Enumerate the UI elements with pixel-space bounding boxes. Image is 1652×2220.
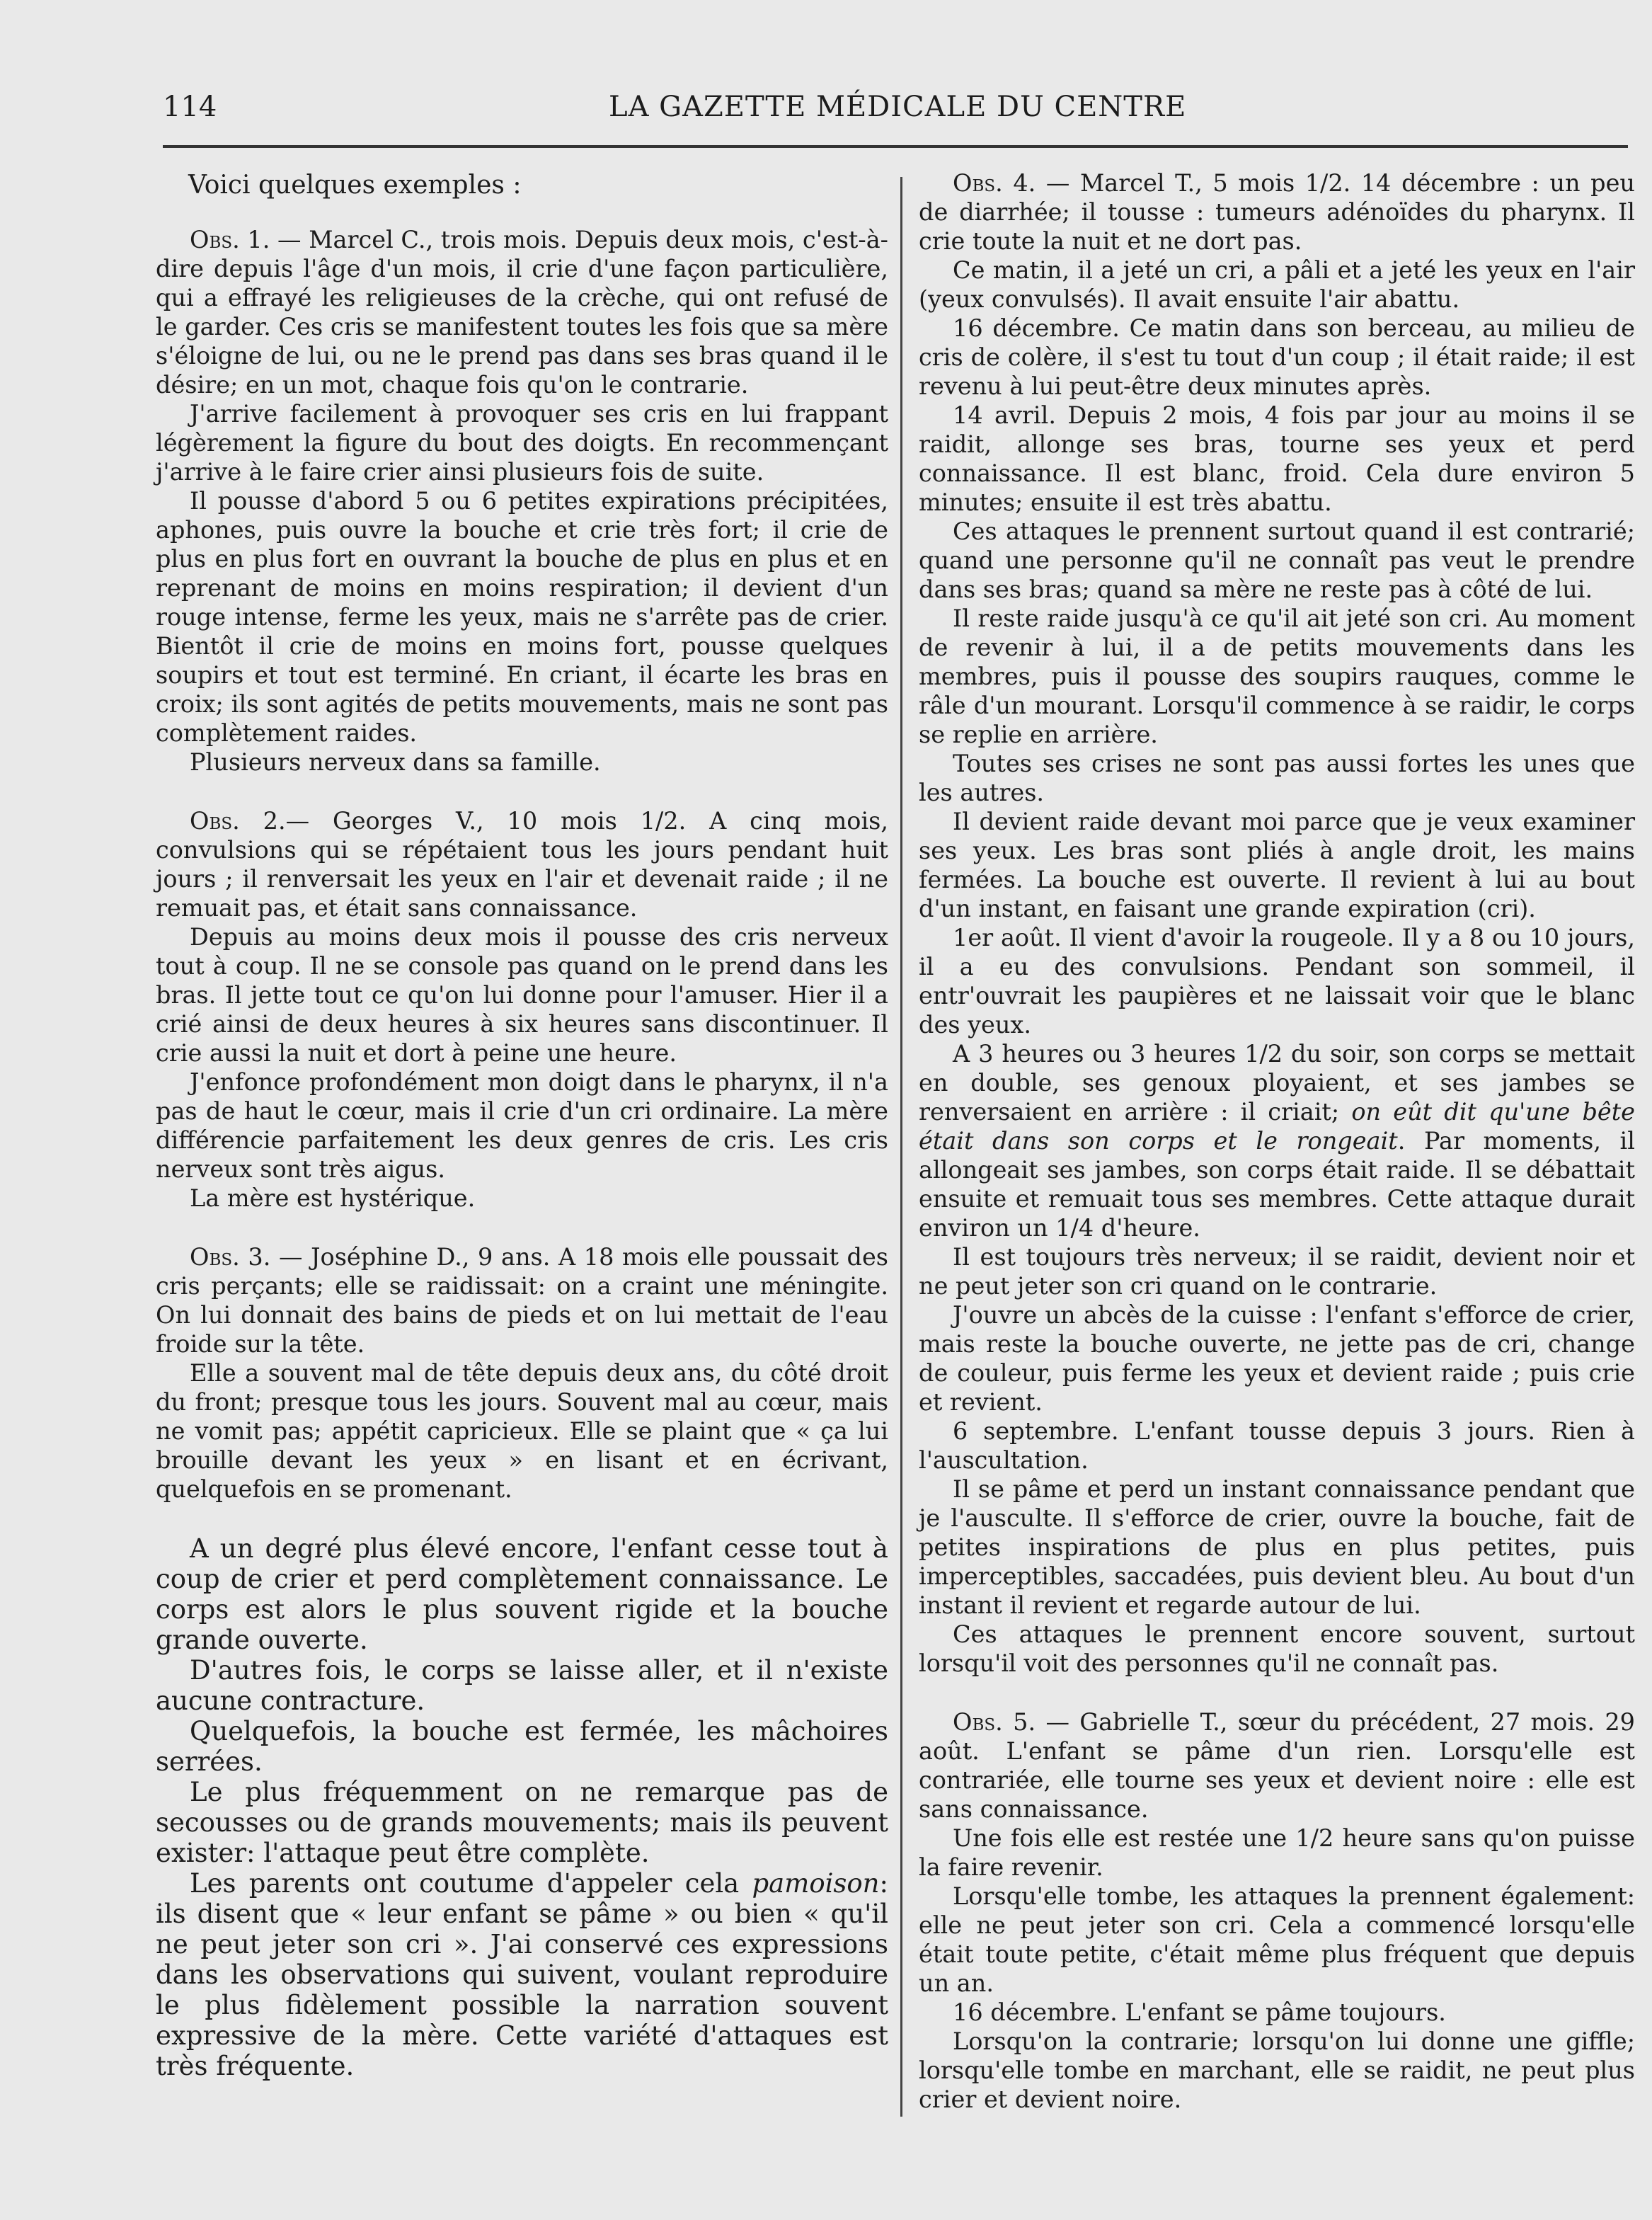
italic-text: pamoison xyxy=(752,1868,880,1899)
paragraph-text: Il se pâme et perd un instant connaissance pendant que je l'ausculte. Il s'efforce de crier, ouvre la bouche, fait de petites inspirations de plus en plus petites, puis imperceptibles, saccadées, puis devient bleu. Au bout d'un instant il revient et regarde autour de lui. xyxy=(919,1475,1635,1619)
paragraph xyxy=(919,1417,1635,1475)
paragraph-text: Depuis au moins deux mois il pousse des cris nerveux tout à coup. Il ne se console pas quand on le prend dans les bras. Il jette tout ce qu'on lui donne pour l'amuser. Hier il a crié ainsi de deux heures à six heures sans discontinuer. Il crie aussi la nuit et dort à peine une heure. xyxy=(156,923,888,1067)
paragraph xyxy=(919,604,1635,749)
paragraph-text: Voici quelques exemples : xyxy=(188,171,522,200)
paragraph-text: Il reste raide jusqu'à ce qu'il ait jeté son cri. Au moment de revenir à lui, il a de petits mouvements dans les membres, puis il pousse des soupirs rauques, comme le râle d'un mourant. Lorsqu'il commence à se raidir, le corps se replie en arrière. xyxy=(919,605,1635,748)
paragraph xyxy=(919,168,1635,256)
left-column xyxy=(156,168,888,2081)
running-header xyxy=(163,91,1489,133)
journal-title: LA GAZETTE MÉDICALE DU CENTRE xyxy=(609,91,1187,123)
right-column xyxy=(919,168,1635,2114)
paragraph xyxy=(156,1655,888,1716)
paragraph-text: Ces attaques le prennent encore souvent, surtout lorsqu'il voit des personnes qu'il ne connaît pas. xyxy=(919,1620,1635,1677)
observation-label: Obs. 1. xyxy=(190,226,270,253)
paragraph-text: Lorsqu'on la contrarie; lorsqu'on lui donne une giffle; lorsqu'elle tombe en marchant, elle se raidit, ne peut plus crier et devient noire. xyxy=(919,2027,1635,2113)
paragraph xyxy=(919,923,1635,1039)
observation-label: Obs. 5. xyxy=(953,1708,1036,1736)
paragraph xyxy=(919,1707,1635,1824)
paragraph-text: — Marcel C., trois mois. Depuis deux mois, c'est-à-dire depuis l'âge d'un mois, il crie d'une façon particulière, qui a effrayé les religieuses de la crèche, qui ont refusé de le garder. Ces cris se manifestent toutes les fois que sa mère s'éloigne de lui, ou ne le prend pas dans ses bras quand il le désire; en un mot, chaque fois qu'on le contrarie. xyxy=(156,226,888,399)
paragraph-text: : ils disent que « leur enfant se pâme » ou bien « qu'il ne peut jeter son cri ». J'ai conservé ces expressions dans les observations qui suivent, voulant reproduire le plus fidèlement possible la narration souvent expressive de la mère. Cette variété d'attaques est très fréquente. xyxy=(156,1868,888,2081)
paragraph-text: A 3 heures ou 3 heures 1/2 du soir, son corps se mettait en double, ses genoux ployaient, et ses jambes se renversaient en arrière : il criait; xyxy=(919,1040,1635,1126)
paragraph xyxy=(156,399,888,486)
paragraph-text: — Joséphine D., 9 ans. A 18 mois elle poussait des cris perçants; elle se raidissait: on a craint une méningite. On lui donnait des bains de pieds et on lui mettait de l'eau froide sur la tête. xyxy=(156,1243,888,1358)
paragraph xyxy=(156,1242,888,1358)
paragraph xyxy=(156,486,888,748)
paragraph-text: . Par moments, il allongeait ses jambes, son corps était raide. Il se débattait ensuite et remuait tous ses membres. Cette attaque durait environ un 1/4 d'heure. xyxy=(919,1127,1635,1242)
paragraph xyxy=(156,1777,888,1868)
observation-label: Obs. 2. xyxy=(190,807,286,835)
paragraph-text: 6 septembre. L'enfant tousse depuis 3 jours. Rien à l'auscultation. xyxy=(919,1417,1635,1474)
paragraph xyxy=(156,748,888,777)
paragraph-text: Il est toujours très nerveux; il se raidit, devient noir et ne peut jeter son cri quand on le contrarie. xyxy=(919,1243,1635,1300)
paragraph-text: 16 décembre. L'enfant se pâme toujours. xyxy=(953,1998,1446,2026)
paragraph-text: Une fois elle est restée une 1/2 heure sans qu'on puisse la faire revenir. xyxy=(919,1824,1635,1881)
paragraph-text: Ces attaques le prennent surtout quand il est contrarié; quand une personne qu'il ne connaît pas veut le prendre dans ses bras; quand sa mère ne reste pas à côté de lui. xyxy=(919,517,1635,603)
paragraph-text: Plusieurs nerveux dans sa famille. xyxy=(190,748,601,776)
paragraph-text: J'ouvre un abcès de la cuisse : l'enfant s'efforce de crier, mais reste la bouche ouverte, ne jette pas de cri, change de couleur, puis ferme les yeux et devient raide ; puis crie et revient. xyxy=(919,1301,1635,1416)
paragraph xyxy=(156,168,888,202)
paragraph xyxy=(919,2027,1635,2114)
paragraph xyxy=(919,1824,1635,1882)
paragraph-text: — Gabrielle T., sœur du précédent, 27 mois. 29 août. L'enfant se pâme d'un rien. Lorsqu'elle est contrariée, elle tourne ses yeux et devient noire : elle est sans connaissance. xyxy=(919,1708,1635,1823)
paragraph xyxy=(919,401,1635,517)
paragraph xyxy=(156,1868,888,2081)
paragraph-text: Elle a souvent mal de tête depuis deux ans, du côté droit du front; presque tous les jours. Souvent mal au cœur, mais ne vomit pas; appétit capricieux. Elle se plaint que « ça lui brouille devant les yeux » en lisant et en écrivant, quelquefois en se promenant. xyxy=(156,1359,888,1503)
paragraph-text: 16 décembre. Ce matin dans son berceau, au milieu de cris de colère, il s'est tu tout d'un coup ; il était raide; il est revenu à lui peut-être deux minutes après. xyxy=(919,314,1635,400)
paragraph xyxy=(919,1475,1635,1620)
page-number: 114 xyxy=(163,91,217,123)
paragraph-text: — Marcel T., 5 mois 1/2. 14 décembre : un peu de diarrhée; il tousse : tumeurs adénoïdes du pharynx. Il crie toute la nuit et ne dort pas. xyxy=(919,169,1635,255)
italic-text: on eût dit qu'une bête était dans son corps et le rongeait xyxy=(919,1098,1635,1155)
paragraph xyxy=(919,1998,1635,2027)
paragraph xyxy=(919,1242,1635,1300)
paragraph xyxy=(919,1039,1635,1242)
paragraph-text: Le plus fréquemment on ne remarque pas de secousses ou de grands mouvements; mais ils peuvent exister: l'attaque peut être complète. xyxy=(156,1777,888,1868)
paragraph xyxy=(919,256,1635,314)
paragraph xyxy=(156,1184,888,1213)
paragraph xyxy=(156,922,888,1068)
paragraph xyxy=(919,517,1635,604)
paragraph-text: Il pousse d'abord 5 ou 6 petites expirations précipitées, aphones, puis ouvre la bouche et crie très fort; il crie de plus en plus fort en ouvrant la bouche de plus en plus et en reprenant de moins en moins respiration; il devient d'un rouge intense, ferme les yeux, mais ne s'arrête pas de crier. Bientôt il crie de moins en moins fort, pousse quelques soupirs et tout est terminé. En criant, il écarte les bras en croix; ils sont agités de petits mouvements, mais ne sont pas complètement raides. xyxy=(156,487,888,747)
paragraph xyxy=(919,314,1635,401)
paragraph-text: Ce matin, il a jeté un cri, a pâli et a jeté les yeux en l'air (yeux convulsés). Il avait ensuite l'air abattu. xyxy=(919,256,1635,313)
paragraph-text: D'autres fois, le corps se laisse aller, et il n'existe aucune contracture. xyxy=(156,1655,888,1716)
paragraph-text: A un degré plus élevé encore, l'enfant cesse tout à coup de crier et perd complètement connaissance. Le corps est alors le plus souvent rigide et la bouche grande ouverte. xyxy=(156,1533,888,1655)
paragraph-text: 14 avril. Depuis 2 mois, 4 fois par jour au moins il se raidit, allonge ses bras, tourne ses yeux et perd connaissance. Il est blanc, froid. Cela dure environ 5 minutes; ensuite il est très abattu. xyxy=(919,401,1635,516)
column-divider xyxy=(900,177,902,2117)
paragraph-text: Les parents ont coutume d'appeler cela xyxy=(190,1868,752,1899)
paragraph-text: La mère est hystérique. xyxy=(190,1184,476,1212)
header-rule xyxy=(163,145,1628,148)
paragraph xyxy=(156,1716,888,1777)
paragraph xyxy=(156,1068,888,1184)
paragraph xyxy=(156,806,888,922)
paragraph-text: Toutes ses crises ne sont pas aussi fortes les unes que les autres. xyxy=(919,750,1635,806)
observation-label: Obs. 3. xyxy=(190,1243,271,1271)
paragraph xyxy=(919,1620,1635,1678)
observation-label: Obs. 4. xyxy=(953,169,1036,197)
paragraph xyxy=(919,807,1635,923)
paragraph xyxy=(156,225,888,399)
paragraph-text: — Georges V., 10 mois 1/2. A cinq mois, convulsions qui se répétaient tous les jours pendant huit jours ; il renversait les yeux en l'air et devenait raide ; il ne remuait pas, et était sans connaissance. xyxy=(156,807,888,922)
paragraph xyxy=(919,1300,1635,1417)
paragraph-text: J'enfonce profondément mon doigt dans le pharynx, il n'a pas de haut le cœur, mais il crie d'un cri ordinaire. La mère différencie parfaitement les deux genres de cris. Les cris nerveux sont très aigus. xyxy=(156,1068,888,1183)
paragraph-text: Quelquefois, la bouche est fermée, les mâchoires serrées. xyxy=(156,1716,888,1777)
paragraph-text: 1er août. Il vient d'avoir la rougeole. Il y a 8 ou 10 jours, il a eu des convulsions. Pendant son sommeil, il entr'ouvrait les paupières et ne laissait voir que le blanc des yeux. xyxy=(919,924,1635,1039)
paragraph xyxy=(156,1358,888,1504)
paragraph-text: Lorsqu'elle tombe, les attaques la prennent également: elle ne peut jeter son cri. Cela a commencé lorsqu'elle était toute petite, c'était même plus fréquent que depuis un an. xyxy=(919,1882,1635,1997)
paragraph xyxy=(919,1882,1635,1998)
paragraph xyxy=(919,749,1635,807)
paragraph-text: Il devient raide devant moi parce que je veux examiner ses yeux. Les bras sont pliés à angle droit, les mains fermées. La bouche est ouverte. Il revient à lui au bout d'un instant, en faisant une grande expiration (cri). xyxy=(919,808,1635,922)
paragraph-text: J'arrive facilement à provoquer ses cris en lui frappant légèrement la figure du bout des doigts. En recommençant j'arrive à le faire crier ainsi plusieurs fois de suite. xyxy=(156,400,888,486)
paragraph xyxy=(156,1533,888,1655)
